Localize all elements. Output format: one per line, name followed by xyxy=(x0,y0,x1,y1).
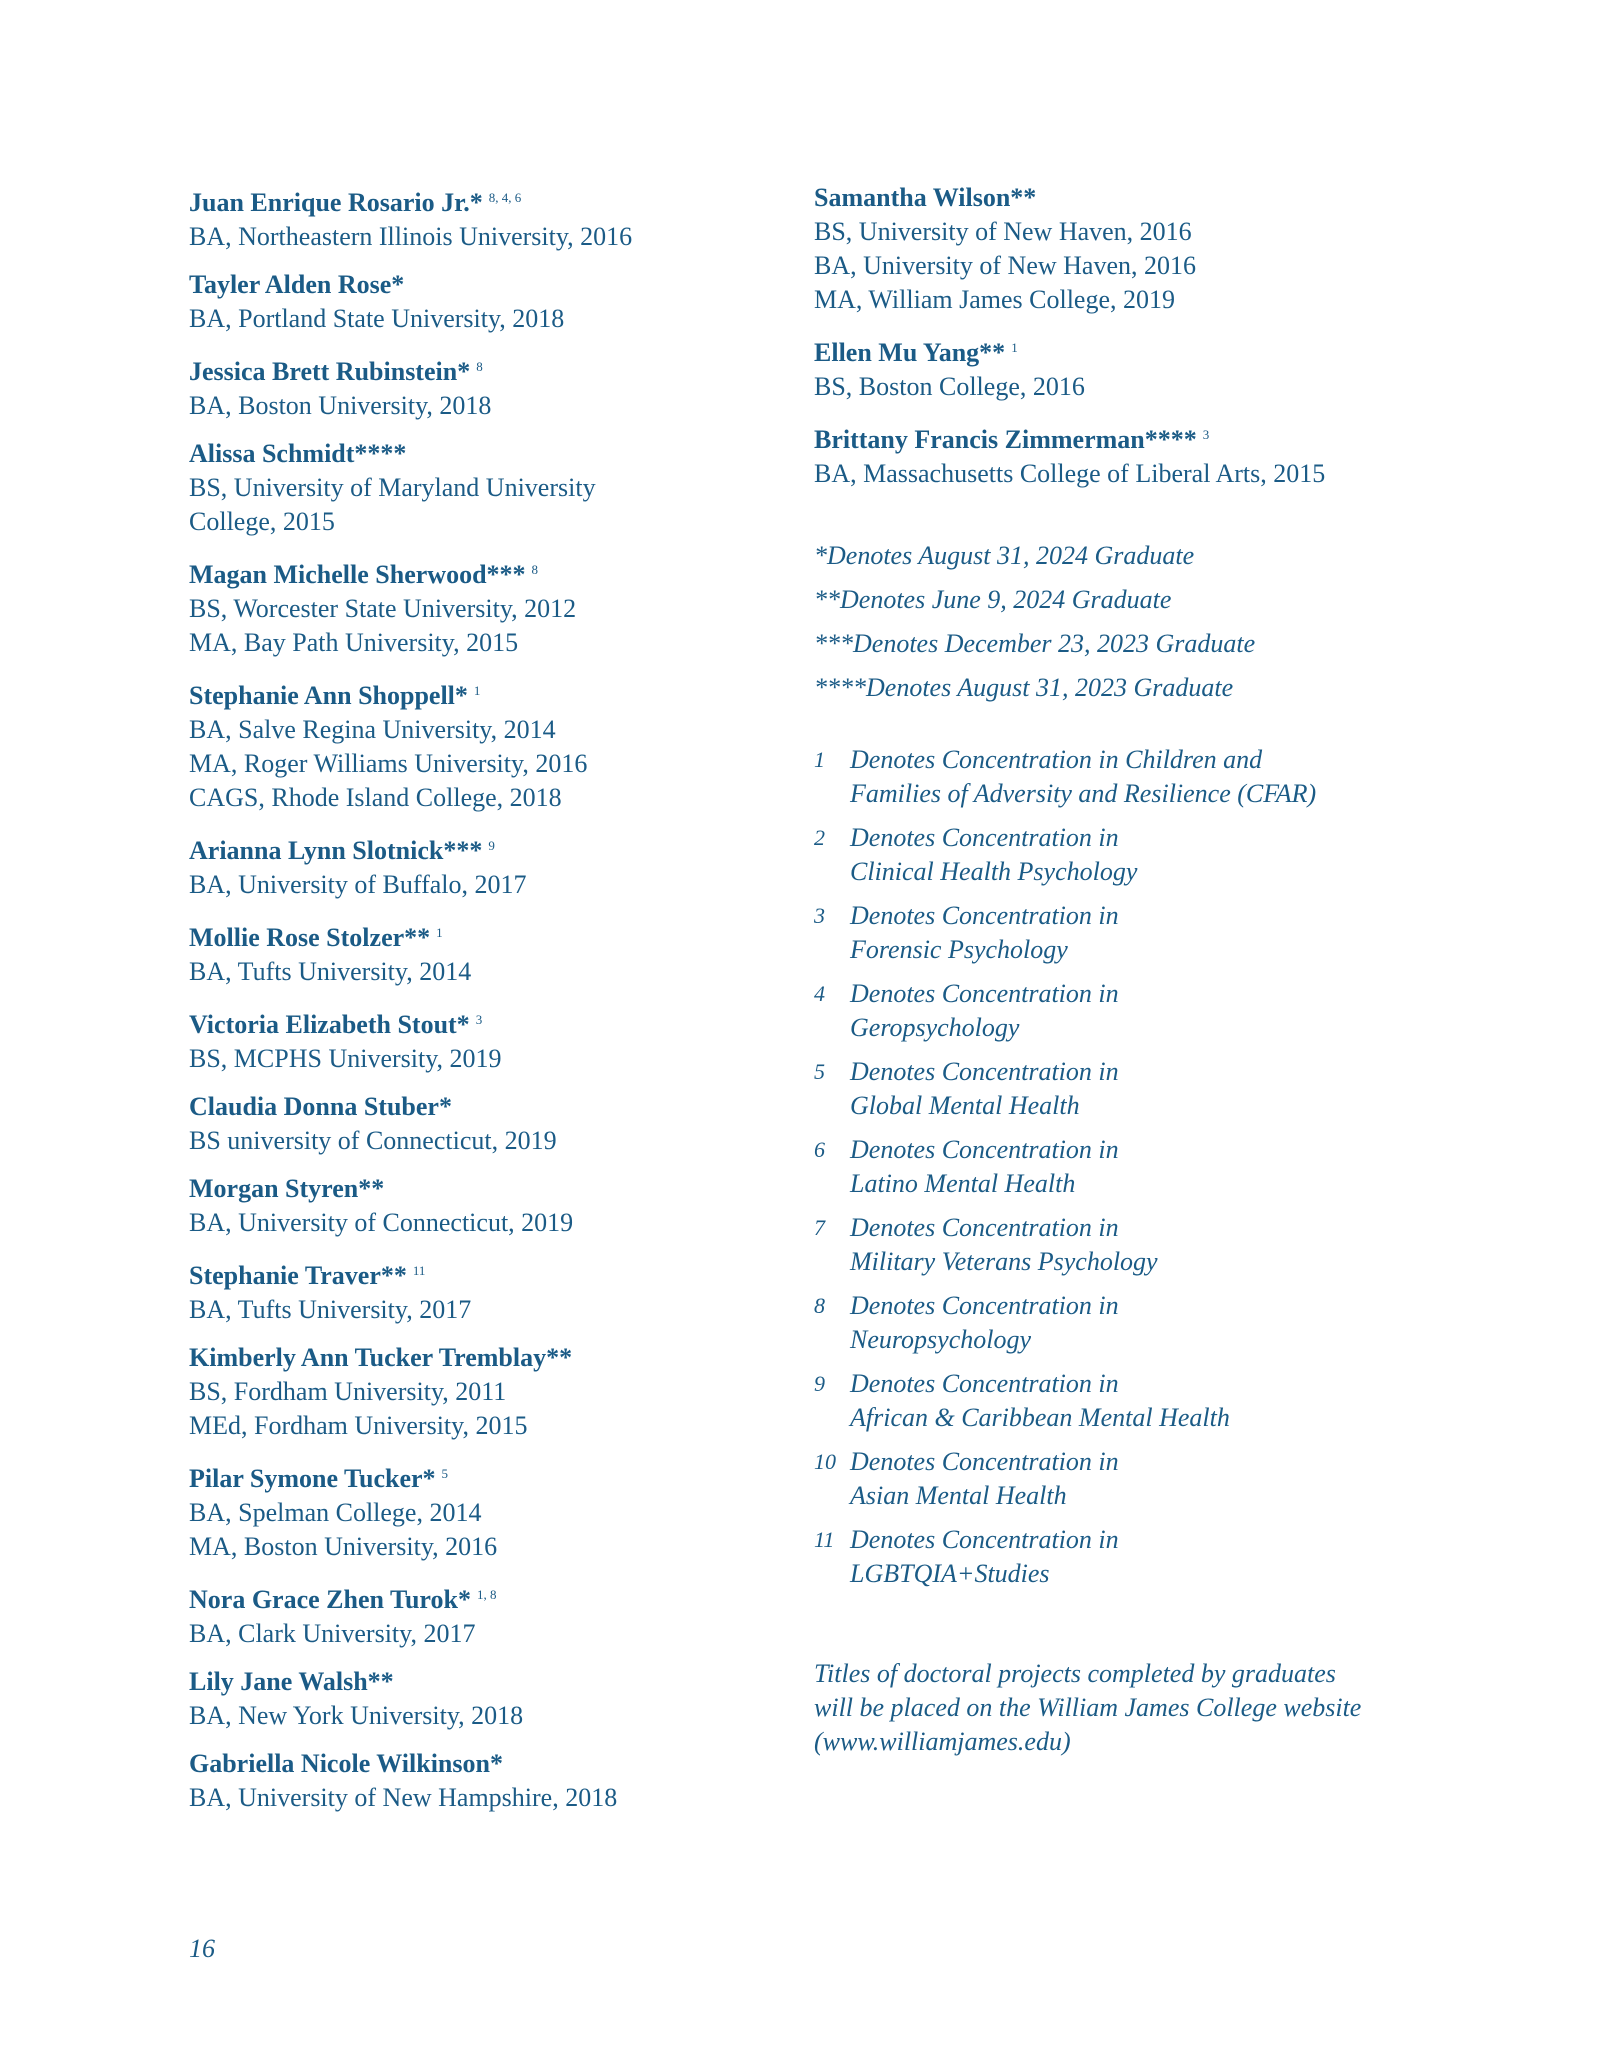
concentration-line: Denotes Concentration in Children and xyxy=(850,745,1263,774)
concentration-name: Neuropsychology xyxy=(850,1325,1031,1354)
graduate-entry xyxy=(189,674,749,815)
concentration-number: 7 xyxy=(814,1215,825,1240)
concentration-footnote: 9 xyxy=(488,838,495,853)
graduate-name-text: Pilar Symone Tucker* xyxy=(189,1464,436,1493)
graduate-entry xyxy=(189,1003,749,1076)
graduate-name xyxy=(189,1665,749,1699)
graduate-entry xyxy=(189,1665,749,1733)
graduate-entry xyxy=(189,1457,749,1564)
concentration-line: Denotes Concentration in xyxy=(850,1525,1119,1554)
concentration-footnote: 8 xyxy=(476,359,483,374)
concentration-item xyxy=(814,1211,1434,1279)
graduate-name xyxy=(189,1003,749,1042)
degree-line: BA, University of Buffalo, 2017 xyxy=(189,870,527,899)
concentration-line: Denotes Concentration in xyxy=(850,1291,1119,1320)
concentration-line: Denotes Concentration in xyxy=(850,901,1119,930)
concentration-number: 4 xyxy=(814,981,825,1006)
concentration-footnote: 1 xyxy=(473,683,481,698)
graduate-entry xyxy=(189,1172,749,1240)
concentration-number: 9 xyxy=(814,1371,825,1396)
concentration-text xyxy=(850,821,1434,889)
graduation-date-legend xyxy=(814,539,1434,705)
concentration-name: Military Veterans Psychology xyxy=(850,1247,1158,1276)
degree-line: BS, Boston College, 2016 xyxy=(814,372,1085,401)
graduate-name xyxy=(189,674,749,713)
degree-line: BA, Clark University, 2017 xyxy=(189,1619,476,1648)
graduate-name xyxy=(189,916,749,955)
concentration-item xyxy=(814,1445,1434,1513)
graduate-name-text: Gabriella Nicole Wilkinson* xyxy=(189,1749,503,1778)
concentration-number: 8 xyxy=(814,1293,825,1318)
graduation-legend-item: ****Denotes August 31, 2023 Graduate xyxy=(814,673,1234,702)
degree-line: MA, Bay Path University, 2015 xyxy=(189,628,519,657)
concentration-name: Geropsychology xyxy=(850,1013,1020,1042)
degree-line: MA, Boston University, 2016 xyxy=(189,1532,498,1561)
graduate-entry xyxy=(189,916,749,989)
graduate-name-text: Alissa Schmidt**** xyxy=(189,439,407,468)
degree-line: BA, Northeastern Illinois University, 2016 xyxy=(189,222,633,251)
concentration-name: Forensic Psychology xyxy=(850,935,1068,964)
graduate-name xyxy=(814,418,1434,457)
right-graduate-list xyxy=(814,181,1434,491)
concentration-footnote: 3 xyxy=(1202,427,1210,442)
concentration-line: Denotes Concentration in xyxy=(850,1369,1119,1398)
graduate-entry xyxy=(814,181,1434,317)
degree-line: CAGS, Rhode Island College, 2018 xyxy=(189,783,562,812)
graduate-name-text: Juan Enrique Rosario Jr.* xyxy=(189,188,483,217)
degree-line: BA, University of New Haven, 2016 xyxy=(814,251,1196,280)
concentration-item xyxy=(814,1523,1434,1591)
graduate-entry xyxy=(189,268,749,336)
graduate-name xyxy=(189,181,749,220)
concentration-number: 6 xyxy=(814,1137,825,1162)
graduate-name xyxy=(189,1341,749,1375)
graduate-name-text: Jessica Brett Rubinstein* xyxy=(189,357,471,386)
page-number: 16 xyxy=(189,1934,215,1963)
concentration-text xyxy=(850,1211,1434,1279)
concentration-number: 2 xyxy=(814,825,825,850)
graduate-entry xyxy=(189,829,749,902)
concentration-footnote: 3 xyxy=(475,1012,483,1027)
degree-line: MEd, Fordham University, 2015 xyxy=(189,1411,528,1440)
concentration-text xyxy=(850,743,1434,811)
concentration-footnote: 11 xyxy=(412,1263,426,1278)
graduation-legend-item: ***Denotes December 23, 2023 Graduate xyxy=(814,629,1256,658)
graduate-name xyxy=(814,331,1434,370)
concentration-text xyxy=(850,1133,1434,1201)
graduate-name xyxy=(189,829,749,868)
graduate-name xyxy=(189,1747,749,1781)
graduate-name xyxy=(189,1172,749,1206)
concentration-footnote: 1 xyxy=(1011,340,1018,355)
graduate-entry xyxy=(814,418,1434,491)
concentration-footnote: 1, 8 xyxy=(476,1587,497,1602)
concentration-text xyxy=(850,1055,1434,1123)
concentration-item xyxy=(814,1289,1434,1357)
concentration-footnote: 5 xyxy=(441,1466,449,1481)
graduate-name xyxy=(189,553,749,592)
degree-line: College, 2015 xyxy=(189,507,335,536)
concentration-number: 1 xyxy=(814,747,825,772)
graduate-entry xyxy=(189,1090,749,1158)
degree-line: BS, MCPHS University, 2019 xyxy=(189,1044,502,1073)
concentration-name: Latino Mental Health xyxy=(850,1169,1076,1198)
degree-line: BA, Spelman College, 2014 xyxy=(189,1498,482,1527)
graduate-name-text: Stephanie Traver** xyxy=(189,1261,407,1290)
degree-line: BA, Tufts University, 2017 xyxy=(189,1295,472,1324)
concentration-item xyxy=(814,743,1434,811)
degree-line: BA, New York University, 2018 xyxy=(189,1701,524,1730)
degree-line: BA, University of New Hampshire, 2018 xyxy=(189,1783,618,1812)
doctoral-projects-note: Titles of doctoral projects completed by graduates will be placed on the William James College website (www.williamjames.edu) xyxy=(814,1659,1362,1756)
concentration-text xyxy=(850,1289,1434,1357)
concentration-footnote: 8 xyxy=(531,562,539,577)
graduate-entry xyxy=(189,1341,749,1443)
concentration-text xyxy=(850,1523,1434,1591)
degree-line: BS, University of New Haven, 2016 xyxy=(814,217,1192,246)
graduate-name-text: Morgan Styren** xyxy=(189,1174,385,1203)
concentration-text xyxy=(850,977,1434,1045)
concentration-name: Global Mental Health xyxy=(850,1091,1080,1120)
concentration-footnote: 1 xyxy=(436,925,443,940)
graduate-name xyxy=(814,181,1434,215)
concentration-legend xyxy=(814,743,1434,1591)
concentration-line: Denotes Concentration in xyxy=(850,979,1119,1008)
concentration-footnote: 8, 4, 6 xyxy=(488,190,522,205)
graduate-name xyxy=(189,1254,749,1293)
concentration-number: 11 xyxy=(814,1527,835,1552)
left-graduate-list xyxy=(189,181,749,1829)
degree-line: MA, Roger Williams University, 2016 xyxy=(189,749,588,778)
graduate-name-text: Claudia Donna Stuber* xyxy=(189,1092,452,1121)
graduate-name-text: Magan Michelle Sherwood*** xyxy=(189,560,526,589)
degree-line: BA, Massachusetts College of Liberal Arts, 2015 xyxy=(814,459,1326,488)
graduate-entry xyxy=(189,553,749,660)
graduate-name-text: Kimberly Ann Tucker Tremblay** xyxy=(189,1343,573,1372)
concentration-item xyxy=(814,1367,1434,1435)
concentration-name: African & Caribbean Mental Health xyxy=(850,1403,1230,1432)
degree-line: BS, Worcester State University, 2012 xyxy=(189,594,577,623)
graduate-entry xyxy=(814,331,1434,404)
graduate-name xyxy=(189,350,749,389)
graduate-entry xyxy=(189,181,749,254)
concentration-item xyxy=(814,1133,1434,1201)
graduate-name-text: Samantha Wilson** xyxy=(814,183,1037,212)
concentration-item xyxy=(814,1055,1434,1123)
graduate-name xyxy=(189,437,749,471)
concentration-text xyxy=(850,1367,1434,1435)
concentration-item xyxy=(814,977,1434,1045)
degree-line: BS, Fordham University, 2011 xyxy=(189,1377,507,1406)
concentration-number: 10 xyxy=(814,1449,836,1474)
graduate-name xyxy=(189,1578,749,1617)
concentration-number: 3 xyxy=(814,903,825,928)
concentration-item xyxy=(814,821,1434,889)
concentration-line: Denotes Concentration in xyxy=(850,1447,1119,1476)
right-column xyxy=(814,181,1434,1759)
concentration-name: Asian Mental Health xyxy=(850,1481,1067,1510)
graduation-legend-item: *Denotes August 31, 2024 Graduate xyxy=(814,541,1195,570)
graduate-entry xyxy=(189,437,749,539)
graduate-name-text: Stephanie Ann Shoppell* xyxy=(189,681,468,710)
graduate-name-text: Victoria Elizabeth Stout* xyxy=(189,1010,470,1039)
graduate-name-text: Lily Jane Walsh** xyxy=(189,1667,394,1696)
graduation-legend-item: **Denotes June 9, 2024 Graduate xyxy=(814,585,1172,614)
graduate-name-text: Arianna Lynn Slotnick*** xyxy=(189,836,483,865)
graduate-entry xyxy=(189,1254,749,1327)
graduate-name xyxy=(189,1457,749,1496)
concentration-line: Denotes Concentration in xyxy=(850,1057,1119,1086)
concentration-name: Clinical Health Psychology xyxy=(850,857,1138,886)
concentration-name: Families of Adversity and Resilience (CFAR) xyxy=(850,779,1317,808)
concentration-line: Denotes Concentration in xyxy=(850,1135,1119,1164)
degree-line: BA, Portland State University, 2018 xyxy=(189,304,565,333)
graduate-name xyxy=(189,1090,749,1124)
concentration-number: 5 xyxy=(814,1059,825,1084)
concentration-text xyxy=(850,899,1434,967)
concentration-item xyxy=(814,899,1434,967)
degree-line: BA, Salve Regina University, 2014 xyxy=(189,715,556,744)
degree-line: BA, University of Connecticut, 2019 xyxy=(189,1208,574,1237)
degree-line: BA, Boston University, 2018 xyxy=(189,391,492,420)
concentration-name: LGBTQIA+Studies xyxy=(850,1559,1050,1588)
degree-line: BS, University of Maryland University xyxy=(189,473,596,502)
concentration-line: Denotes Concentration in xyxy=(850,1213,1119,1242)
concentration-text xyxy=(850,1445,1434,1513)
graduate-name xyxy=(189,268,749,302)
degree-line: MA, William James College, 2019 xyxy=(814,285,1175,314)
graduate-entry xyxy=(189,1578,749,1651)
graduate-name-text: Nora Grace Zhen Turok* xyxy=(189,1585,471,1614)
graduate-name-text: Brittany Francis Zimmerman**** xyxy=(814,425,1197,454)
graduate-entry xyxy=(189,350,749,423)
graduate-entry xyxy=(189,1747,749,1815)
degree-line: BS university of Connecticut, 2019 xyxy=(189,1126,557,1155)
graduate-name-text: Ellen Mu Yang** xyxy=(814,338,1006,367)
concentration-line: Denotes Concentration in xyxy=(850,823,1119,852)
degree-line: BA, Tufts University, 2014 xyxy=(189,957,472,986)
graduate-name-text: Tayler Alden Rose* xyxy=(189,270,405,299)
graduate-name-text: Mollie Rose Stolzer** xyxy=(189,923,431,952)
